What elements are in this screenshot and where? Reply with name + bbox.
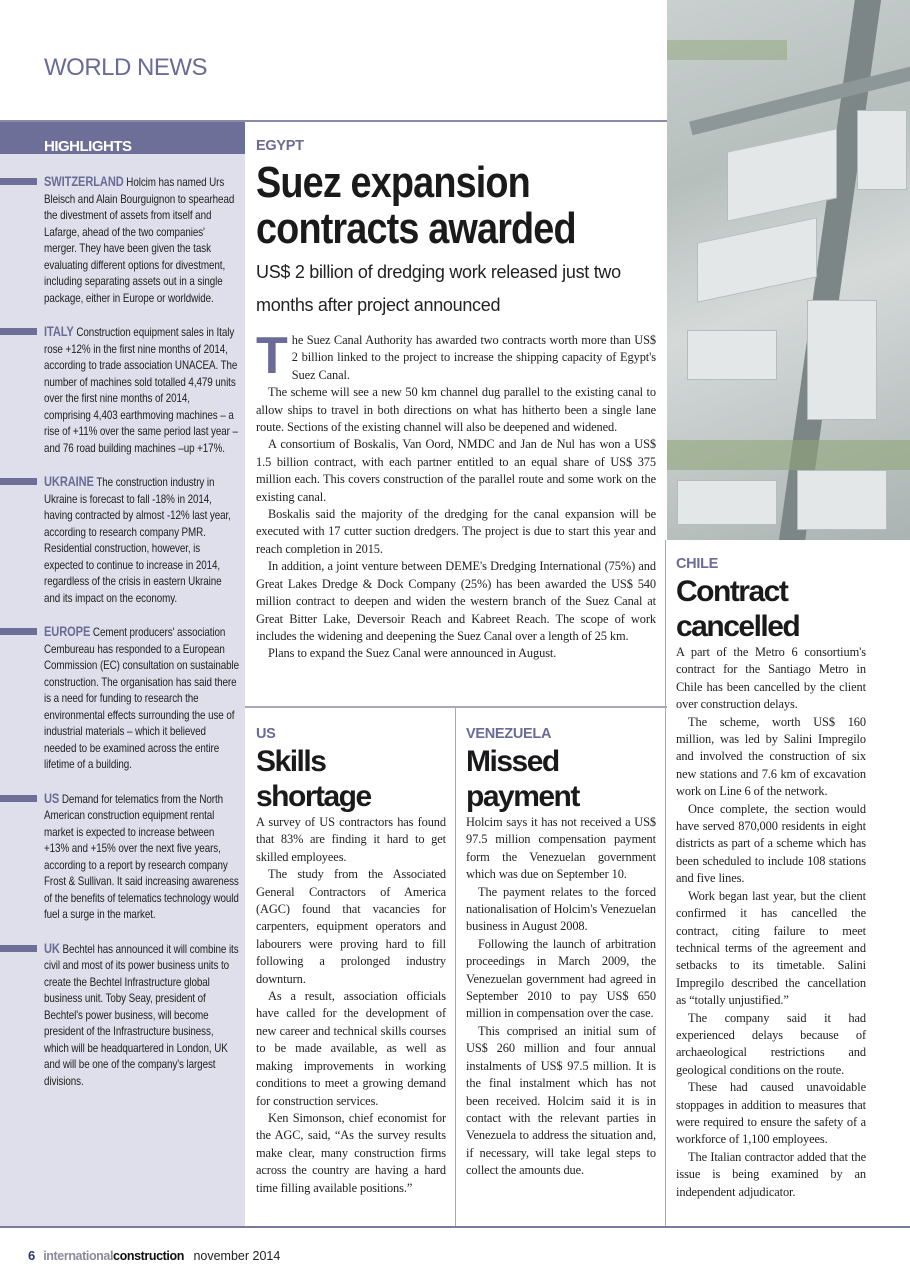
highlights-sidebar: [0, 122, 245, 1226]
article-kicker: VENEZUELA: [466, 726, 552, 742]
paragraph: Once complete, the section would have served 870,000 residents in eight districts as part of a scheme which has been scheduled to include 108 stations and five lines.: [676, 801, 866, 886]
highlight-body: [44, 474, 239, 606]
article-kicker: US: [256, 726, 276, 742]
article-body: [256, 814, 446, 1197]
bullet-bar: [0, 328, 37, 335]
article-chile: [676, 556, 866, 1201]
bullet-bar: [0, 628, 37, 635]
article-headline: Skills shortage: [256, 745, 371, 813]
bullet-bar: [0, 795, 37, 802]
brand-name: international: [43, 1249, 114, 1263]
highlight-text: The construction industry in Ukraine is forecast to fall -18% in 2014, having contracted by almost -12% last year, according to research company PMR. Residential construction, however, is expected to continue to increase in 2014, regardless of the crisis in eastern Ukraine and its impact on the economy.: [44, 475, 231, 605]
brand-name: construction: [113, 1249, 184, 1263]
paragraph: Plans to expand the Suez Canal were announced in August.: [268, 646, 557, 661]
drop-cap: T: [256, 327, 288, 385]
aerial-photo: [667, 0, 910, 540]
footer-divider: [0, 1226, 910, 1228]
article-body: [256, 327, 656, 663]
paragraph: Boskalis said the majority of the dredging for the canal expansion will be executed with 17 cutter suction dredgers. The project is due to start this year and reach completion in 2015.: [256, 507, 656, 556]
highlight-country: SWITZERLAND: [44, 174, 124, 189]
article-deck: US$ 2 billion of dredging work released just two months after project announced: [256, 262, 621, 315]
paragraph: In addition, a joint venture between DEME's Dredging International (75%) and Great Lakes Dredge & Dock Company (25%) has been awarded the US$ 540 million contract to deepen and widen the western branch of the Suez Canal at Great Bitter Lake, Deversoir Reach and Kabreet Reach. The scope of work includes the widening and deepening the Suez Canal over a length of 25 km.: [256, 559, 656, 643]
highlight-body: [44, 941, 239, 1090]
paragraph: Ken Simonson, chief economist for the AGC, said, “As the survey results make clear, many construction firms across the country are having a hard time filling available positions.”: [256, 1110, 446, 1195]
section-title: WORLD NEWS: [44, 54, 207, 81]
highlight-text: Bechtel has announced it will combine its civil and most of its power business units to create the Bechtel Infrastructure global business unit. Toby Seay, president of Bechtel's power business, will become president of the Infrastructure business, which will be headquartered in London, UK and will be one of the company's largest divisions.: [44, 941, 239, 1088]
paragraph: This comprised an initial sum of US$ 260 million and four annual instalments of US$ 97.5 million. It is the final instalment which has not been received. Holcim said it is in contact with the relevant parties in Venezuela to address the situation and, if necessary, will take legal steps to collect the amounts due.: [466, 1023, 656, 1178]
bullet-bar: [0, 478, 37, 485]
highlight-text: Construction equipment sales in Italy rose +12% in the first nine months of 2014, according to trade association UNACEA. The number of machines sold totalled 4,479 units over the first nine months of 2014, comprising 4,403 earthmoving machines – a rise of +11% over the same period last year – and 76 road building machines –up +17%.: [44, 325, 238, 455]
article-kicker: CHILE: [676, 556, 719, 572]
paragraph: A consortium of Boskalis, Van Oord, NMDC and Jan de Nul has won a US$ 1.5 billion contract, with each partner entitled to an equal share of US$ 375 million each. This covers construction of the parallel route and some work on the existing canal.: [256, 437, 656, 504]
highlight-body: [44, 624, 239, 773]
paragraph: A survey of US contractors has found that 83% are finding it hard to get skilled employees.: [256, 815, 446, 864]
paragraph: As a result, association officials have called for the development of new career and technical skills courses to be made available, as well as making improvements in working conditions to meet a growing demand for construction services.: [256, 989, 446, 1108]
issue-date: november 2014: [193, 1249, 281, 1263]
highlight-item: [0, 791, 245, 923]
article-body: [466, 814, 656, 1180]
article-egypt: [256, 138, 656, 663]
highlight-text: Holcim has named Urs Bleisch and Alain Bourguignon to spearhead the divestment of assets from itself and Lafarge, ahead of the two companies' merger. They have been given the task evaluating different options for divestment, including separating assets out in a single package, either in Europe or worldwide.: [44, 175, 235, 305]
paragraph: The payment relates to the forced nationalisation of Holcim's Venezuelan business in August 2008.: [466, 884, 656, 934]
paragraph: These had caused unavoidable stoppages in addition to measures that were required to ensure the safety of a workforce of 1,100 employees.: [676, 1080, 866, 1147]
page-number: 6: [28, 1248, 36, 1263]
highlight-country: ITALY: [44, 324, 74, 339]
highlights-list: [0, 174, 245, 1107]
highlight-item: [0, 174, 245, 306]
article-headline: Contract cancelled: [676, 575, 800, 643]
article-us: [256, 726, 446, 1197]
paragraph: The company said it had experienced delays because of archaeological restrictions and geological conditions on the route.: [676, 1010, 866, 1077]
article-venezuela: [466, 726, 656, 1180]
highlight-item: [0, 941, 245, 1090]
highlight-text: Cement producers' association Cembureau has responded to a European Commission (EC) consultation on sustainable construction. The organisation has said there is a need for funding to research the environmental effects surrounding the use of industrial materials – which it believed needed to be examined across the entire lifetime of a building.: [44, 625, 240, 771]
highlight-country: UKRAINE: [44, 474, 94, 489]
paragraph: The scheme will see a new 50 km channel dug parallel to the existing canal to allow ships to travel in both directions on what has hitherto been a single lane route. Sections of the existing channel will also be deepened and widened.: [256, 385, 656, 435]
highlight-body: [44, 791, 239, 923]
bullet-bar: [0, 178, 37, 185]
article-headline: Missed payment: [466, 745, 579, 813]
paragraph: Work began last year, but the client confirmed it has cancelled the contract, citing failure to meet technical terms of the agreement and setbacks to its timetable. Salini Impregilo described the cancellation as “totally unjustified.”: [676, 888, 866, 1008]
paragraph: The scheme, worth US$ 160 million, was led by Salini Impregilo and involved the construction of six new stations and 7.6 km of excavation work on Line 6 of the network.: [676, 714, 866, 799]
highlight-item: [0, 624, 245, 773]
divider: [245, 706, 667, 708]
paragraph: Following the launch of arbitration proceedings in March 2009, the Venezuelan government had agreed in September 2010 to pay US$ 650 million in compensation over the case.: [466, 936, 656, 1021]
bullet-bar: [0, 945, 37, 952]
highlight-country: US: [44, 790, 60, 806]
article-headline: Suez expansion contracts awarded: [256, 158, 576, 253]
paragraph: he Suez Canal Authority has awarded two contracts worth more than US$ 2 billion linked to the project to increase the shipping capacity of Egypt's Suez Canal.: [291, 333, 656, 382]
paragraph: A part of the Metro 6 consortium's contract for the Santiago Metro in Chile has been cancelled by the client over construction delays.: [676, 645, 866, 712]
article-body: [676, 644, 866, 1201]
highlight-body: [44, 174, 239, 306]
divider: [665, 540, 666, 1226]
highlight-body: [44, 324, 239, 456]
divider: [455, 708, 456, 1226]
highlight-item: [0, 474, 245, 606]
article-kicker: EGYPT: [256, 138, 304, 154]
highlights-title: HIGHLIGHTS: [44, 138, 132, 155]
paragraph: Holcim says it has not received a US$ 97.5 million compensation payment form the Venezuelan government which was due on September 10.: [466, 815, 656, 882]
highlight-country: UK: [44, 940, 60, 956]
highlight-country: EUROPE: [44, 624, 91, 639]
article-headline-wrap: [256, 160, 656, 252]
highlight-text: Demand for telematics from the North American construction equipment rental market is expected to increase between +13% and +15% over the next five years, according to a report by research company Frost & Sullivan. It said increasing awareness of the benefits of telematics technology would fuel a surge in the market.: [44, 791, 239, 921]
paragraph: The Italian contractor added that the issue is being examined by an independent adjudicator.: [676, 1149, 866, 1199]
highlight-item: [0, 324, 245, 456]
paragraph: The study from the Associated General Contractors of America (AGC) found that vacancies for carpenters, equipment operators and labourers were proving hard to fill following a prolonged industry downturn.: [256, 867, 446, 986]
page-footer: [28, 1248, 280, 1263]
